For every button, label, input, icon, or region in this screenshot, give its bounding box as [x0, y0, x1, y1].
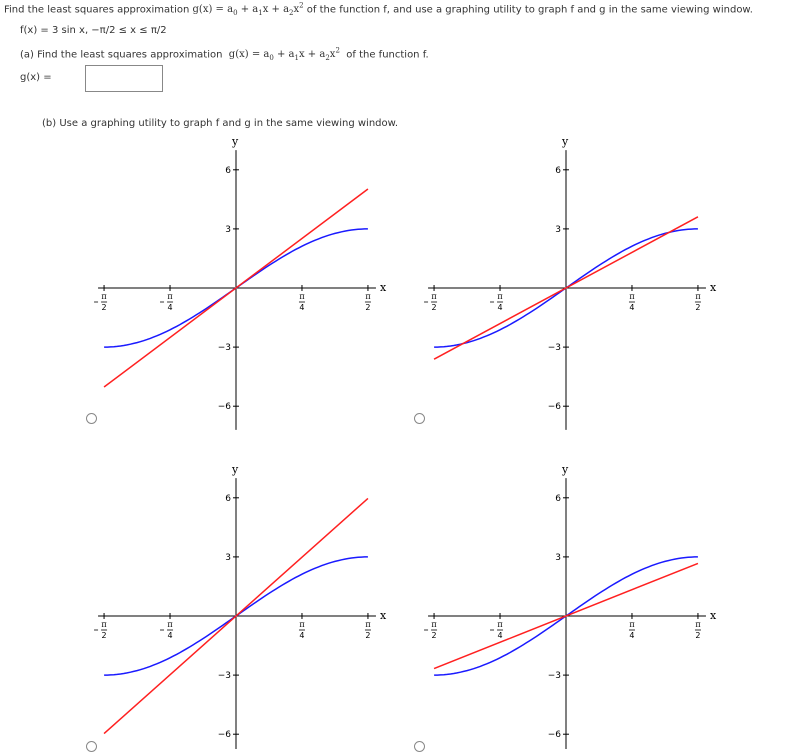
x-tick-numerator: π	[101, 292, 107, 301]
x-axis-label: x	[709, 281, 717, 294]
x-tick-label	[160, 292, 173, 312]
x-tick-label	[160, 620, 173, 640]
input-label: g(x) =	[20, 72, 52, 83]
x-tick-label	[629, 620, 635, 640]
y-tick-label: −6	[217, 730, 231, 741]
x-tick-label	[365, 292, 371, 312]
intro-text-2: of the function f, and use a graphing utility to graph f and g in the same viewing window.	[303, 4, 753, 16]
x-tick-label	[695, 292, 701, 312]
x-tick-numerator: π	[497, 292, 503, 301]
y-tick-label: −6	[547, 402, 561, 413]
y-tick-label: 3	[225, 552, 231, 563]
x-axis-label: x	[379, 281, 387, 294]
x-tick-denominator: 2	[695, 303, 701, 312]
x-tick-numerator: π	[101, 620, 107, 629]
y-tick-label: 6	[225, 493, 231, 504]
approximation-form: $g(x) = a_0 + a_1x + a_2x^2$	[192, 2, 304, 18]
x-tick-label	[365, 620, 371, 640]
y-tick-label: −3	[217, 343, 231, 354]
graph-option-2	[424, 135, 717, 430]
x-tick-denominator: 4	[167, 631, 173, 640]
x-tick-numerator: π	[629, 292, 635, 301]
y-tick-label: 6	[555, 493, 561, 504]
x-tick-denominator: 2	[101, 631, 107, 640]
y-tick-label: 3	[225, 224, 231, 235]
part-b-label: (b) Use a graphing utility to graph f and g in the same viewing window.	[42, 118, 399, 129]
y-axis-label: y	[232, 135, 239, 149]
x-tick-denominator: 4	[629, 303, 635, 312]
x-tick-numerator: π	[365, 620, 371, 629]
y-tick-label: −3	[217, 671, 231, 682]
x-tick-numerator: π	[167, 620, 173, 629]
x-tick-numerator: π	[431, 620, 437, 629]
y-tick-label: 6	[225, 165, 231, 176]
x-tick-numerator: π	[299, 292, 305, 301]
x-tick-denominator: 4	[299, 631, 305, 640]
x-tick-numerator: π	[695, 620, 701, 629]
x-tick-label	[424, 292, 437, 312]
x-tick-numerator: π	[365, 292, 371, 301]
y-tick-label: −6	[217, 402, 231, 413]
y-tick-label: −6	[547, 730, 561, 741]
x-tick-denominator: 4	[629, 631, 635, 640]
x-tick-denominator: 4	[167, 303, 173, 312]
x-tick-numerator: π	[299, 620, 305, 629]
x-tick-denominator: 4	[299, 303, 305, 312]
x-tick-label	[299, 620, 305, 640]
x-tick-label	[490, 620, 503, 640]
x-tick-denominator: 2	[695, 631, 701, 640]
x-tick-denominator: 2	[101, 303, 107, 312]
y-tick-label: 3	[555, 552, 561, 563]
x-axis-label: x	[709, 609, 717, 622]
x-tick-label	[424, 620, 437, 640]
x-tick-label	[490, 292, 503, 312]
x-tick-label	[299, 292, 305, 312]
y-axis-label: y	[232, 463, 239, 477]
x-tick-numerator: π	[431, 292, 437, 301]
x-tick-denominator: 2	[365, 303, 371, 312]
x-axis-label: x	[379, 609, 387, 622]
x-tick-numerator: π	[695, 292, 701, 301]
y-axis-label: y	[562, 463, 569, 477]
x-tick-numerator: π	[629, 620, 635, 629]
x-tick-label	[94, 620, 107, 640]
x-tick-denominator: 4	[497, 631, 503, 640]
x-tick-denominator: 2	[365, 631, 371, 640]
y-tick-label: −3	[547, 343, 561, 354]
y-tick-label: 3	[555, 224, 561, 235]
y-tick-label: 6	[555, 165, 561, 176]
x-tick-numerator: π	[167, 292, 173, 301]
graph-option-3	[94, 463, 387, 749]
x-tick-label	[629, 292, 635, 312]
x-tick-denominator: 4	[497, 303, 503, 312]
x-tick-denominator: 2	[431, 303, 437, 312]
y-axis-label: y	[562, 135, 569, 149]
intro-text: Find the least squares approximation	[4, 4, 193, 16]
x-tick-numerator: π	[497, 620, 503, 629]
part-a-label: (a) Find the least squares approximation $g(x) = a_0 + a_1x + a_2x^2$ of the function f.	[20, 47, 429, 63]
x-tick-label	[94, 292, 107, 312]
function-definition: f(x) = 3 sin x, −π/2 ≤ x ≤ π/2	[20, 25, 167, 36]
x-tick-label	[695, 620, 701, 640]
x-tick-denominator: 2	[431, 631, 437, 640]
y-tick-label: −3	[547, 671, 561, 682]
graph-option-4	[424, 463, 717, 749]
graph-option-1	[94, 135, 387, 430]
